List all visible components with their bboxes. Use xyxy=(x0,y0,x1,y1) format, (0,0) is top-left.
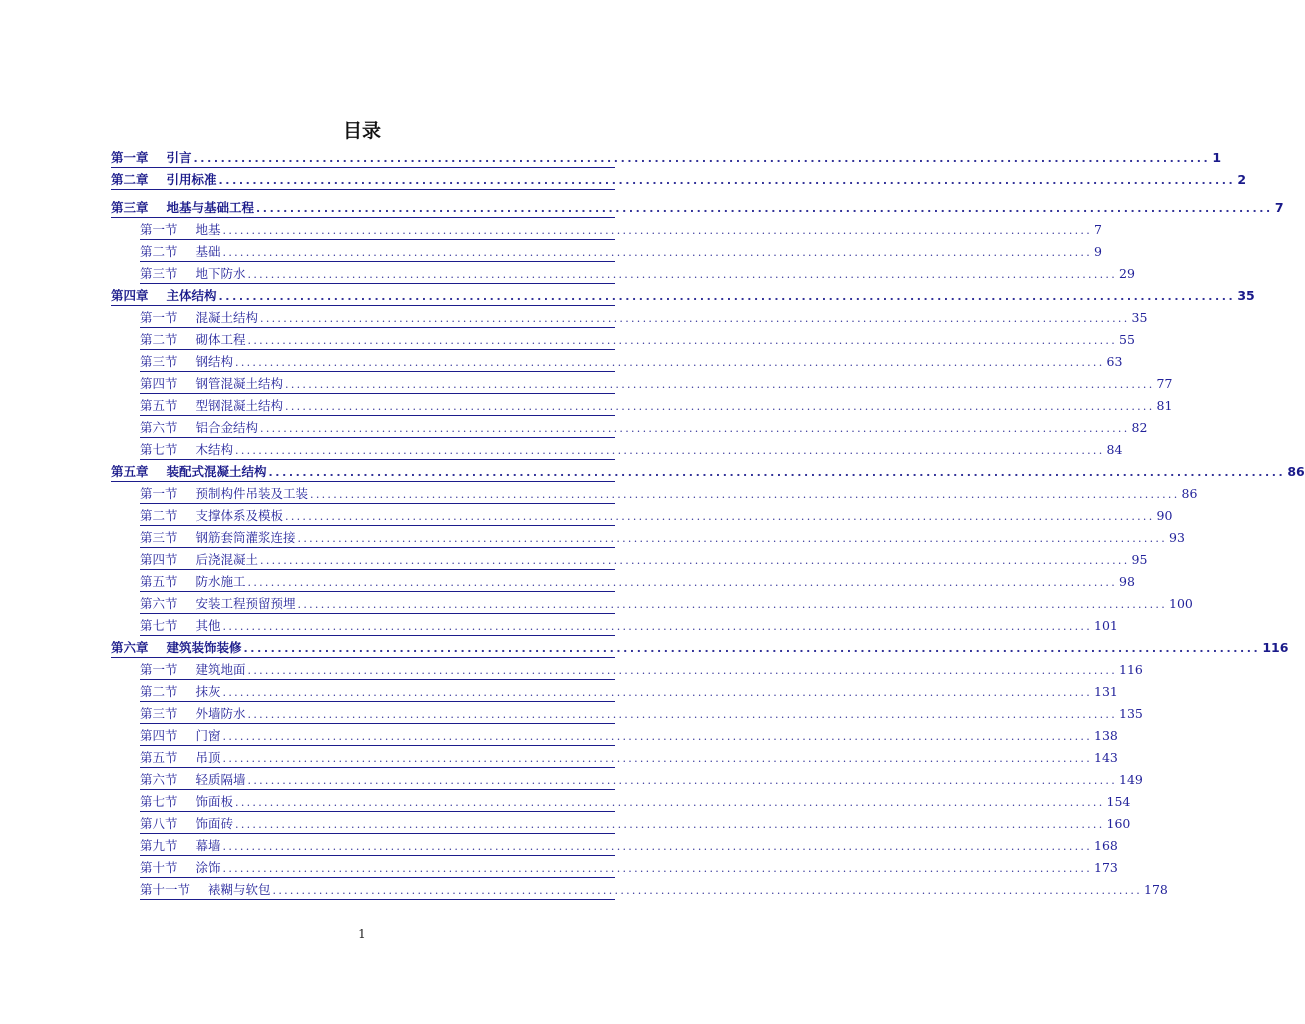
toc-section-link[interactable] xyxy=(140,815,1131,834)
toc-entry-label: 预制构件吊装及工装 xyxy=(195,486,309,501)
toc-section-link[interactable] xyxy=(140,529,1185,548)
toc-entry-page: 35 xyxy=(1237,288,1255,303)
toc-section-link[interactable] xyxy=(140,595,1193,614)
toc-entry-label: 主体结构 xyxy=(166,288,217,303)
toc-leader-dots: ...................................................................................................................................................... xyxy=(218,290,1236,303)
toc-leader-dots: ...................................................................................................................................................... xyxy=(222,840,1093,853)
toc-leader-dots: ...................................................................................................................................................... xyxy=(272,884,1143,897)
toc-leader-dots: ...................................................................................................................................................... xyxy=(260,554,1130,567)
toc-leader-dots: ...................................................................................................................................................... xyxy=(222,752,1093,765)
toc-entry-page: 93 xyxy=(1169,530,1185,545)
toc-entry-number: 第六节 xyxy=(140,596,178,611)
toc-entry-label: 吊顶 xyxy=(195,750,221,765)
toc-leader-dots: ...................................................................................................................................................... xyxy=(310,488,1180,501)
toc-entry-number: 第二章 xyxy=(111,172,149,187)
toc-entry-label: 建筑地面 xyxy=(195,662,246,677)
toc-section-link[interactable] xyxy=(140,419,1148,438)
toc-section-link[interactable] xyxy=(140,375,1173,394)
toc-entry-number: 第五节 xyxy=(140,574,178,589)
toc-entry-label: 抹灰 xyxy=(195,684,221,699)
toc-entry-number: 第三节 xyxy=(140,266,178,281)
toc-chapter-link[interactable] xyxy=(111,639,1289,658)
toc-entry-label: 外墙防水 xyxy=(195,706,246,721)
toc-entry-label: 砌体工程 xyxy=(195,332,246,347)
toc-entry-label: 建筑装饰装修 xyxy=(166,640,242,655)
toc-entry-label: 防水施工 xyxy=(195,574,246,589)
toc-entry-number: 第二节 xyxy=(140,684,178,699)
toc-entry-page: 135 xyxy=(1119,706,1143,721)
toc-leader-dots: ...................................................................................................................................................... xyxy=(247,664,1118,677)
toc-leader-dots: ...................................................................................................................................................... xyxy=(297,532,1168,545)
toc-entry-number: 第二节 xyxy=(140,244,178,259)
toc-entry-label: 钢筋套筒灌浆连接 xyxy=(195,530,296,545)
toc-entry-page: 2 xyxy=(1237,172,1247,187)
toc-chapter-link[interactable] xyxy=(111,149,1222,168)
toc-entry-label: 涂饰 xyxy=(195,860,221,875)
toc-entry-number: 第六节 xyxy=(140,772,178,787)
toc-entry-page: 35 xyxy=(1131,310,1148,325)
toc-entry-page: 143 xyxy=(1094,750,1118,765)
toc-entry-page: 86 xyxy=(1287,464,1305,479)
toc-leader-dots: ...................................................................................................................................................... xyxy=(285,510,1155,523)
toc-entry-page: 149 xyxy=(1119,772,1143,787)
toc-entry-page: 9 xyxy=(1094,244,1102,259)
toc-section-link[interactable] xyxy=(140,507,1173,526)
toc-entry-number: 第七节 xyxy=(140,442,178,457)
toc-entry-page: 90 xyxy=(1156,508,1173,523)
toc-entry-label: 地基与基础工程 xyxy=(166,200,255,215)
toc-entry-label: 钢管混凝土结构 xyxy=(195,376,284,391)
toc-entry-number: 第二节 xyxy=(140,508,178,523)
toc-leader-dots: ...................................................................................................................................................... xyxy=(235,356,1105,369)
toc-entry-page: 95 xyxy=(1131,552,1148,567)
toc-entry-number: 第七节 xyxy=(140,618,178,633)
toc-entry-page: 1 xyxy=(1212,150,1222,165)
toc-entry-number: 第三章 xyxy=(111,200,149,215)
toc-section-link[interactable] xyxy=(140,749,1118,768)
toc-section-link[interactable] xyxy=(140,683,1118,702)
toc-section-link[interactable] xyxy=(140,485,1198,504)
toc-entry-label: 引言 xyxy=(166,150,192,165)
toc-entry-number: 第六节 xyxy=(140,420,178,435)
toc-leader-dots: ...................................................................................................................................................... xyxy=(218,174,1236,187)
toc-leader-dots: ...................................................................................................................................................... xyxy=(222,620,1093,633)
toc-entry-page: 7 xyxy=(1094,222,1102,237)
toc-entry-page: 84 xyxy=(1106,442,1123,457)
toc-entry-number: 第十一节 xyxy=(140,882,191,897)
toc-leader-dots: ...................................................................................................................................................... xyxy=(243,642,1261,655)
toc-entry-page: 131 xyxy=(1094,684,1118,699)
toc-section-link[interactable] xyxy=(140,441,1123,460)
toc-chapter-link[interactable] xyxy=(111,287,1255,306)
toc-section-link[interactable] xyxy=(140,705,1143,724)
toc-entry-number: 第三节 xyxy=(140,354,178,369)
toc-entry-page: 100 xyxy=(1169,596,1193,611)
toc-entry-number: 第一节 xyxy=(140,310,178,325)
toc-entry-page: 116 xyxy=(1119,662,1143,677)
toc-entry-label: 裱糊与软包 xyxy=(208,882,271,897)
toc-entry-page: 63 xyxy=(1106,354,1123,369)
toc-leader-dots: ...................................................................................................................................................... xyxy=(247,708,1118,721)
toc-entry-page: 154 xyxy=(1106,794,1131,809)
toc-entry-label: 饰面砖 xyxy=(195,816,234,831)
toc-entry-number: 第七节 xyxy=(140,794,178,809)
toc-chapter-link[interactable] xyxy=(111,199,1284,218)
toc-section-link[interactable] xyxy=(140,221,1102,240)
toc-entry-number: 第四章 xyxy=(111,288,149,303)
toc-entry-page: 81 xyxy=(1156,398,1173,413)
toc-leader-dots: ...................................................................................................................................................... xyxy=(222,224,1093,237)
toc-section-link[interactable] xyxy=(140,353,1123,372)
toc-entry-number: 第四节 xyxy=(140,552,178,567)
toc-leader-dots: ...................................................................................................................................................... xyxy=(193,152,1211,165)
toc-entry-label: 后浇混凝土 xyxy=(195,552,259,567)
toc-leader-dots: ...................................................................................................................................................... xyxy=(247,774,1118,787)
toc-entry-number: 第四节 xyxy=(140,728,178,743)
toc-leader-dots: ...................................................................................................................................................... xyxy=(222,730,1093,743)
toc-entry-page: 168 xyxy=(1094,838,1118,853)
toc-entry-number: 第一节 xyxy=(140,662,178,677)
toc-entry-label: 型钢混凝土结构 xyxy=(195,398,284,413)
toc-entry-number: 第十节 xyxy=(140,860,178,875)
toc-section-link[interactable] xyxy=(140,397,1173,416)
toc-entry-label: 门窗 xyxy=(195,728,221,743)
toc-section-link[interactable] xyxy=(140,859,1118,878)
toc-leader-dots: ...................................................................................................................................................... xyxy=(235,444,1105,457)
toc-entry-label: 饰面板 xyxy=(195,794,234,809)
toc-entry-label: 安装工程预留预埋 xyxy=(195,596,296,611)
toc-entry-page: 82 xyxy=(1131,420,1148,435)
toc-entry-page: 116 xyxy=(1262,640,1289,655)
toc-leader-dots: ...................................................................................................................................................... xyxy=(247,334,1118,347)
toc-leader-dots: ...................................................................................................................................................... xyxy=(285,400,1155,413)
toc-section-link[interactable] xyxy=(140,793,1131,812)
toc-entry-number: 第二节 xyxy=(140,332,178,347)
toc-entry-number: 第三节 xyxy=(140,530,178,545)
toc-section-link[interactable] xyxy=(140,551,1148,570)
page-number: 1 xyxy=(358,927,366,941)
toc-leader-dots: ...................................................................................................................................................... xyxy=(260,312,1130,325)
toc-chapter-link[interactable] xyxy=(111,171,1247,190)
toc-entry-number: 第五节 xyxy=(140,398,178,413)
toc-section-link[interactable] xyxy=(140,661,1143,680)
toc-entry-number: 第一节 xyxy=(140,486,178,501)
toc-leader-dots: ...................................................................................................................................................... xyxy=(256,202,1273,215)
toc-leader-dots: ...................................................................................................................................................... xyxy=(268,466,1286,479)
toc-entry-page: 77 xyxy=(1156,376,1173,391)
toc-entry-label: 引用标准 xyxy=(166,172,217,187)
toc-entry-label: 幕墙 xyxy=(195,838,221,853)
toc-entry-number: 第五节 xyxy=(140,750,178,765)
toc-entry-label: 木结构 xyxy=(195,442,234,457)
toc-entry-label: 基础 xyxy=(195,244,221,259)
toc-entry-page: 160 xyxy=(1106,816,1131,831)
toc-section-link[interactable] xyxy=(140,881,1168,900)
toc-entry-number: 第九节 xyxy=(140,838,178,853)
toc-leader-dots: ...................................................................................................................................................... xyxy=(222,862,1093,875)
toc-leader-dots: ...................................................................................................................................................... xyxy=(285,378,1155,391)
toc-entry-number: 第一节 xyxy=(140,222,178,237)
toc-section-link[interactable] xyxy=(140,771,1143,790)
toc-section-link[interactable] xyxy=(140,727,1118,746)
toc-entry-label: 地基 xyxy=(195,222,221,237)
toc-leader-dots: ...................................................................................................................................................... xyxy=(222,246,1093,259)
toc-entry-label: 钢结构 xyxy=(195,354,234,369)
toc-entry-page: 86 xyxy=(1181,486,1198,501)
toc-entry-page: 29 xyxy=(1119,266,1135,281)
toc-entry-label: 轻质隔墙 xyxy=(195,772,246,787)
toc-entry-page: 101 xyxy=(1094,618,1118,633)
toc-leader-dots: ...................................................................................................................................................... xyxy=(247,576,1118,589)
toc-entry-number: 第一章 xyxy=(111,150,149,165)
toc-entry-label: 支撑体系及模板 xyxy=(195,508,284,523)
toc-leader-dots: ...................................................................................................................................................... xyxy=(297,598,1168,611)
toc-entry-label: 铝合金结构 xyxy=(195,420,259,435)
toc-entry-page: 178 xyxy=(1144,882,1168,897)
toc-entry-page: 55 xyxy=(1119,332,1135,347)
toc-chapter-link[interactable] xyxy=(111,463,1305,482)
toc-entry-label: 混凝土结构 xyxy=(195,310,259,325)
toc-leader-dots: ...................................................................................................................................................... xyxy=(222,686,1093,699)
toc-section-link[interactable] xyxy=(140,837,1118,856)
toc-leader-dots: ...................................................................................................................................................... xyxy=(235,818,1105,831)
toc-section-link[interactable] xyxy=(140,331,1135,350)
toc-entry-number: 第六章 xyxy=(111,640,149,655)
toc-section-link[interactable] xyxy=(140,309,1148,328)
toc-section-link[interactable] xyxy=(140,617,1118,636)
toc-section-link[interactable] xyxy=(140,243,1102,262)
toc-entry-number: 第八节 xyxy=(140,816,178,831)
toc-entry-page: 98 xyxy=(1119,574,1135,589)
toc-title: 目录 xyxy=(342,120,381,142)
toc-entry-number: 第四节 xyxy=(140,376,178,391)
toc-section-link[interactable] xyxy=(140,265,1135,284)
toc-entry-page: 7 xyxy=(1274,200,1284,215)
toc-leader-dots: ...................................................................................................................................................... xyxy=(247,268,1118,281)
toc-entry-label: 地下防水 xyxy=(195,266,246,281)
toc-leader-dots: ...................................................................................................................................................... xyxy=(235,796,1105,809)
toc-leader-dots: ...................................................................................................................................................... xyxy=(260,422,1130,435)
toc-entry-page: 173 xyxy=(1094,860,1118,875)
toc-entry-number: 第三节 xyxy=(140,706,178,721)
toc-section-link[interactable] xyxy=(140,573,1135,592)
toc-entry-label: 其他 xyxy=(195,618,221,633)
toc-entry-number: 第五章 xyxy=(111,464,149,479)
toc-entry-page: 138 xyxy=(1094,728,1118,743)
toc-entry-label: 装配式混凝土结构 xyxy=(166,464,267,479)
